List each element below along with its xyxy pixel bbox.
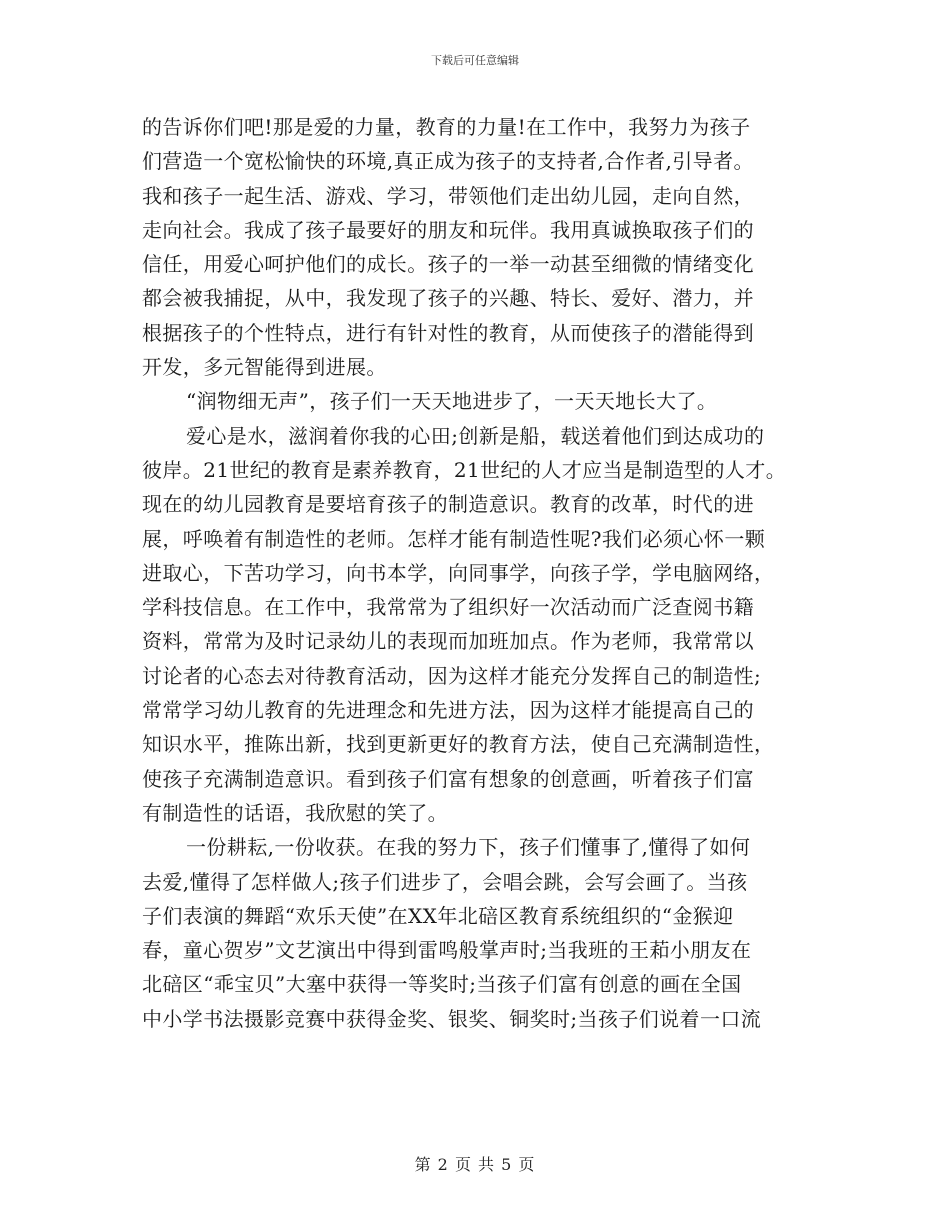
text-line: 春，童心贺岁”文艺演出中得到雷鸣般掌声时;当我班的王萂小朋友在 — [142, 938, 752, 963]
text-line: 学科技信息。在工作中，我常常为了组织好一次活动而广泛查阅书籍 — [142, 595, 754, 620]
text-line: 走向社会。我成了孩子最要好的朋友和玩伴。我用真诚换取孩子们的 — [142, 217, 754, 242]
text-line: 展，呼唤着有制造性的老师。怎样才能有制造性呢?我们必须心怀一颗 — [142, 526, 766, 551]
text-line: 信任，用爱心呵护他们的成长。孩子的一举一动甚至细微的情绪变化 — [142, 252, 754, 277]
text-line: 彼岸。21世纪的教育是素养教育，21世纪的人才应当是制造型的人才。 — [142, 457, 787, 482]
document-body — [142, 110, 814, 1036]
text-line: 知识水平，推陈出新，找到更新更好的教育方法，使自己充满制造性， — [142, 732, 775, 757]
text-line: 都会被我捕捉，从中，我发现了孩子的兴趣、特长、爱好、潜力，并 — [142, 286, 754, 311]
text-line: 的告诉你们吧!那是爱的力量，教育的力量!在工作中，我努力为孩子 — [142, 115, 751, 139]
text-line: 进取心，下苦功学习，向书本学，向同事学，向孩子学，学电脑网络， — [142, 560, 775, 585]
text-line: 去爱,懂得了怎样做人;孩子们进步了，会唱会跳，会写会画了。当孩 — [142, 869, 748, 894]
text-line: 我和孩子一起生活、游戏、学习，带领他们走出幼儿园，走向自然， — [142, 183, 754, 208]
text-line: 中小学书法摄影竞赛中获得金奖、银奖、铜奖时;当孩子们说着一口流 — [142, 1006, 762, 1031]
page-number: 第 2 页 共 5 页 — [414, 1155, 536, 1174]
text-line: 一份耕耘,一份收获。在我的努力下，孩子们懂事了,懂得了如何 — [186, 835, 751, 860]
text-line: 资料，常常为及时记录幼儿的表现而加班加点。作为老师，我常常以 — [142, 629, 754, 654]
text-line: 讨论者的心态去对待教育活动，因为这样才能充分发挥自己的制造性; — [142, 663, 762, 688]
text-line: 北碚区“乖宝贝”大塞中获得一等奖时;当孩子们富有创意的画在全国 — [142, 972, 742, 997]
text-line: “润物细无声”，孩子们一天天地进步了，一天天地长大了。 — [186, 389, 718, 414]
text-line: 们营造一个宽松愉快的环境,真正成为孩子的支持者,合作者,引导者。 — [142, 149, 754, 174]
text-line: 子们表演的舞蹈“欢乐天使”在XX年北碚区教育系统组织的“金猴迎 — [142, 903, 734, 928]
text-line: 根据孩子的个性特点，进行有针对性的教育，从而使孩子的潜能得到 — [142, 320, 754, 345]
text-line: 使孩子充满制造意识。看到孩子们富有想象的创意画，听着孩子们富 — [142, 766, 754, 791]
text-line: 开发，多元智能得到进展。 — [142, 355, 387, 380]
page-header: 下载后可任意编辑 — [431, 54, 519, 67]
text-line: 有制造性的话语，我欣慰的笑了。 — [142, 800, 448, 825]
text-line: 现在的幼儿园教育是要培育孩子的制造意识。教育的改革，时代的进 — [142, 492, 754, 517]
text-line: 爱心是水，滋润着你我的心田;创新是船，载送着他们到达成功的 — [186, 423, 765, 448]
text-line: 常常学习幼儿教育的先进理念和先进方法，因为这样才能提高自己的 — [142, 698, 754, 723]
